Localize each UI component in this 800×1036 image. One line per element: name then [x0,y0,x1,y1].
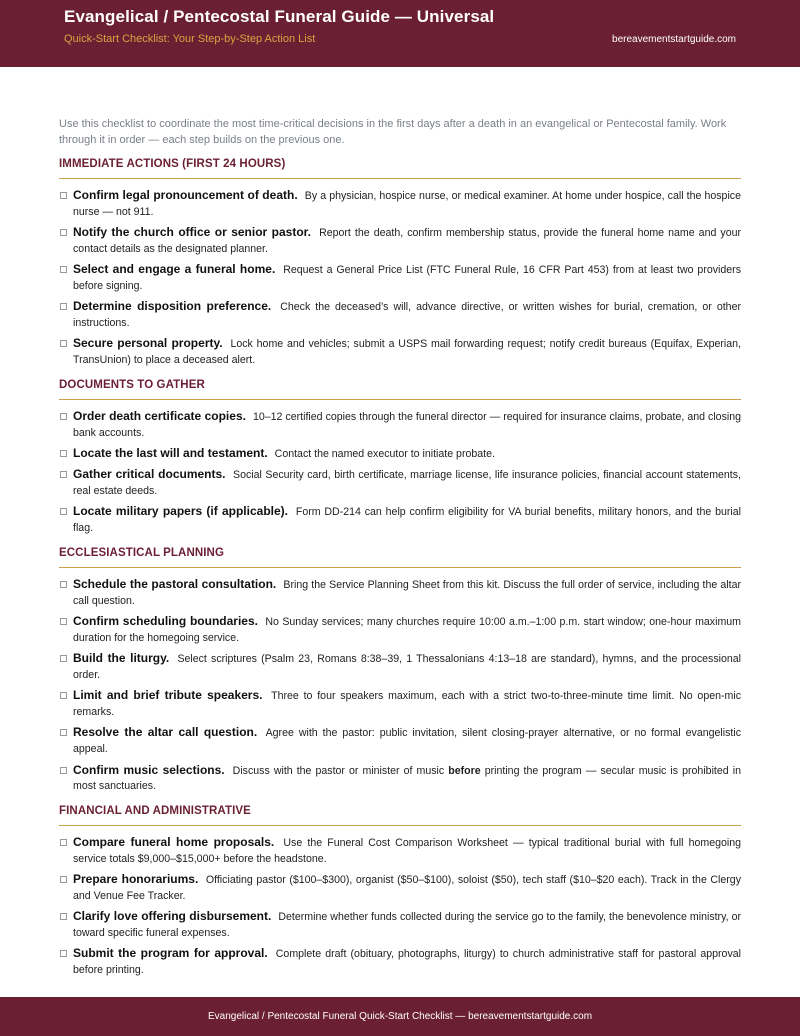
checklist-item [59,336,741,369]
item-lead: Schedule the pastoral consultation. [73,577,277,592]
item-emphasis: before [448,764,481,777]
checklist-item [59,262,741,295]
checklist-item [59,872,741,905]
checklist-item [59,299,741,332]
checklist-sections [59,158,741,979]
checkbox-icon[interactable] [60,229,67,236]
item-text: Use the Funeral Cost Comparison Worksheet — typical traditional burial with full homegoing service totals $9,000–$15,000+ before the headstone. [73,837,742,865]
site-name: bereavementstartguide.com [612,34,736,45]
item-lead: Compare funeral home proposals. [73,835,275,850]
page-header [0,0,800,67]
checkbox-icon[interactable] [60,508,67,515]
section-title: DOCUMENTS TO GATHER [59,379,741,400]
page-footer: Evangelical / Pentecostal Funeral Quick-Start Checklist — bereavementstartguide.com [0,997,800,1036]
checklist-item [59,688,741,721]
item-text: Discuss with the pastor or minister of music [232,764,445,777]
checklist-item [59,909,741,942]
checkbox-icon[interactable] [60,839,67,846]
checkbox-icon[interactable] [60,450,67,457]
item-text-after: printing the program — secular music is prohibited in most sanctuaries. [73,764,741,793]
item-text: By a physician, hospice nurse, or medical examiner. At home under hospice, call the hospice nurse — not 911. [73,190,741,218]
item-text: Select scriptures (Psalm 23, Romans 8:38–39, 1 Thessalonians 4:13–18 are standard), hymns, and the processional order. [73,653,741,682]
section-title: ECCLESIASTICAL PLANNING [59,547,741,568]
checklist-item [59,946,741,979]
item-lead: Submit the program for approval. [73,946,268,961]
checkbox-icon[interactable] [60,581,67,588]
item-lead: Order death certificate copies. [73,408,246,423]
intro-text: Use this checklist to coordinate the most time-critical decisions in the first days after a death in an evangelical or Pentecostal family. Work through it in order — each step builds on the previous one. [59,118,727,146]
section-title: IMMEDIATE ACTIONS (FIRST 24 HOURS) [59,158,741,179]
checkbox-icon[interactable] [60,471,67,478]
checklist-item [59,763,741,796]
checklist [59,409,741,537]
checklist-content [59,116,741,989]
item-lead: Select and engage a funeral home. [73,262,276,277]
item-lead: Clarify love offering disbursement. [73,909,272,924]
checklist-item [59,188,741,221]
checklist-item [59,651,741,684]
checklist-item [59,835,741,868]
checkbox-icon[interactable] [60,767,67,774]
item-text: Agree with the pastor: public invitation, silent closing-prayer alternative, or no formal evangelistic appeal. [73,727,741,756]
checkbox-icon[interactable] [60,729,67,736]
item-text: Determine whether funds collected during the service go to the family, the benevolence ministry, or toward specific funeral expenses. [73,911,741,940]
page-title: Evangelical / Pentecostal Funeral Guide — Universal [64,7,495,26]
item-lead: Secure personal property. [73,336,223,351]
checklist-item [59,614,741,647]
checkbox-icon[interactable] [60,876,67,883]
item-lead: Confirm scheduling boundaries. [73,614,258,629]
item-lead: Locate the last will and testament. [73,446,268,461]
page-subtitle: Quick-Start Checklist: Your Step-by-Step Action List [64,33,316,45]
item-text: Social Security card, birth certificate, marriage license, life insurance policies, financial account statements, real estate deeds. [73,469,741,498]
checkbox-icon[interactable] [60,266,67,273]
checklist-item [59,504,741,537]
checklist [59,835,741,979]
item-text: No Sunday services; many churches require 10:00 a.m.–1:00 p.m. start window; one-hour maximum duration for the homegoing service. [73,616,741,644]
item-text: Contact the named executor to initiate probate. [274,448,495,461]
section-title: FINANCIAL AND ADMINISTRATIVE [59,805,741,826]
item-text: Request a General Price List (FTC Funeral Rule, 16 CFR Part 453) from at least two providers before signing. [73,264,741,292]
checkbox-icon[interactable] [60,340,67,347]
checklist-item [59,409,741,442]
item-text: 10–12 certified copies through the funeral director — required for insurance claims, probate, and closing bank accounts. [73,410,742,439]
checkbox-icon[interactable] [60,618,67,625]
item-text: Check the deceased’s will, advance directive, or written wishes for burial, cremation, or other instructions. [73,301,741,330]
item-lead: Notify the church office or senior pastor. [73,225,312,240]
checkbox-icon[interactable] [60,950,67,957]
item-text: Complete draft (obituary, photographs, liturgy) to church administrative staff for pastoral approval before printing. [73,948,741,977]
item-lead: Prepare honorariums. [73,872,199,887]
checklist [59,577,741,795]
checkbox-icon[interactable] [60,655,67,662]
item-text: Form DD-214 can help confirm eligibility for VA burial benefits, military honors, and the burial flag. [73,506,741,535]
item-lead: Confirm legal pronouncement of death. [73,188,298,202]
item-lead: Build the liturgy. [73,651,170,666]
item-text: Three to four speakers maximum, each with a strict two-to-three-minute time limit. No open-mic remarks. [73,690,741,719]
item-text: Officiating pastor ($100–$300), organist ($50–$100), soloist ($50), tech staff ($10–$20 each). Track in the Clergy and Venue Fee Tracker. [73,874,741,902]
item-lead: Gather critical documents. [73,467,226,482]
item-lead: Limit and brief tribute speakers. [73,688,263,703]
checklist-item [59,467,741,500]
item-lead: Determine disposition preference. [73,299,272,314]
item-text: Bring the Service Planning Sheet from this kit. Discuss the full order of service, including the altar call question. [73,579,741,607]
checkbox-icon[interactable] [60,413,67,420]
checklist-item [59,446,741,463]
item-lead: Locate military papers (if applicable). [73,504,288,519]
checkbox-icon[interactable] [60,913,67,920]
checklist [59,188,741,369]
checkbox-icon[interactable] [60,303,67,310]
item-lead: Resolve the altar call question. [73,725,258,740]
checklist-item [59,577,741,610]
checkbox-icon[interactable] [60,192,67,199]
checklist-item [59,225,741,258]
checklist-item [59,725,741,758]
item-text: Lock home and vehicles; submit a USPS mail forwarding request; notify credit bureaus (Equifax, Experian, TransUnion) to place a deceased alert. [73,338,742,367]
item-lead: Confirm music selections. [73,762,225,777]
item-text: Report the death, confirm membership status, provide the funeral home name and your contact details as the designated planner. [73,227,742,255]
checkbox-icon[interactable] [60,692,67,699]
